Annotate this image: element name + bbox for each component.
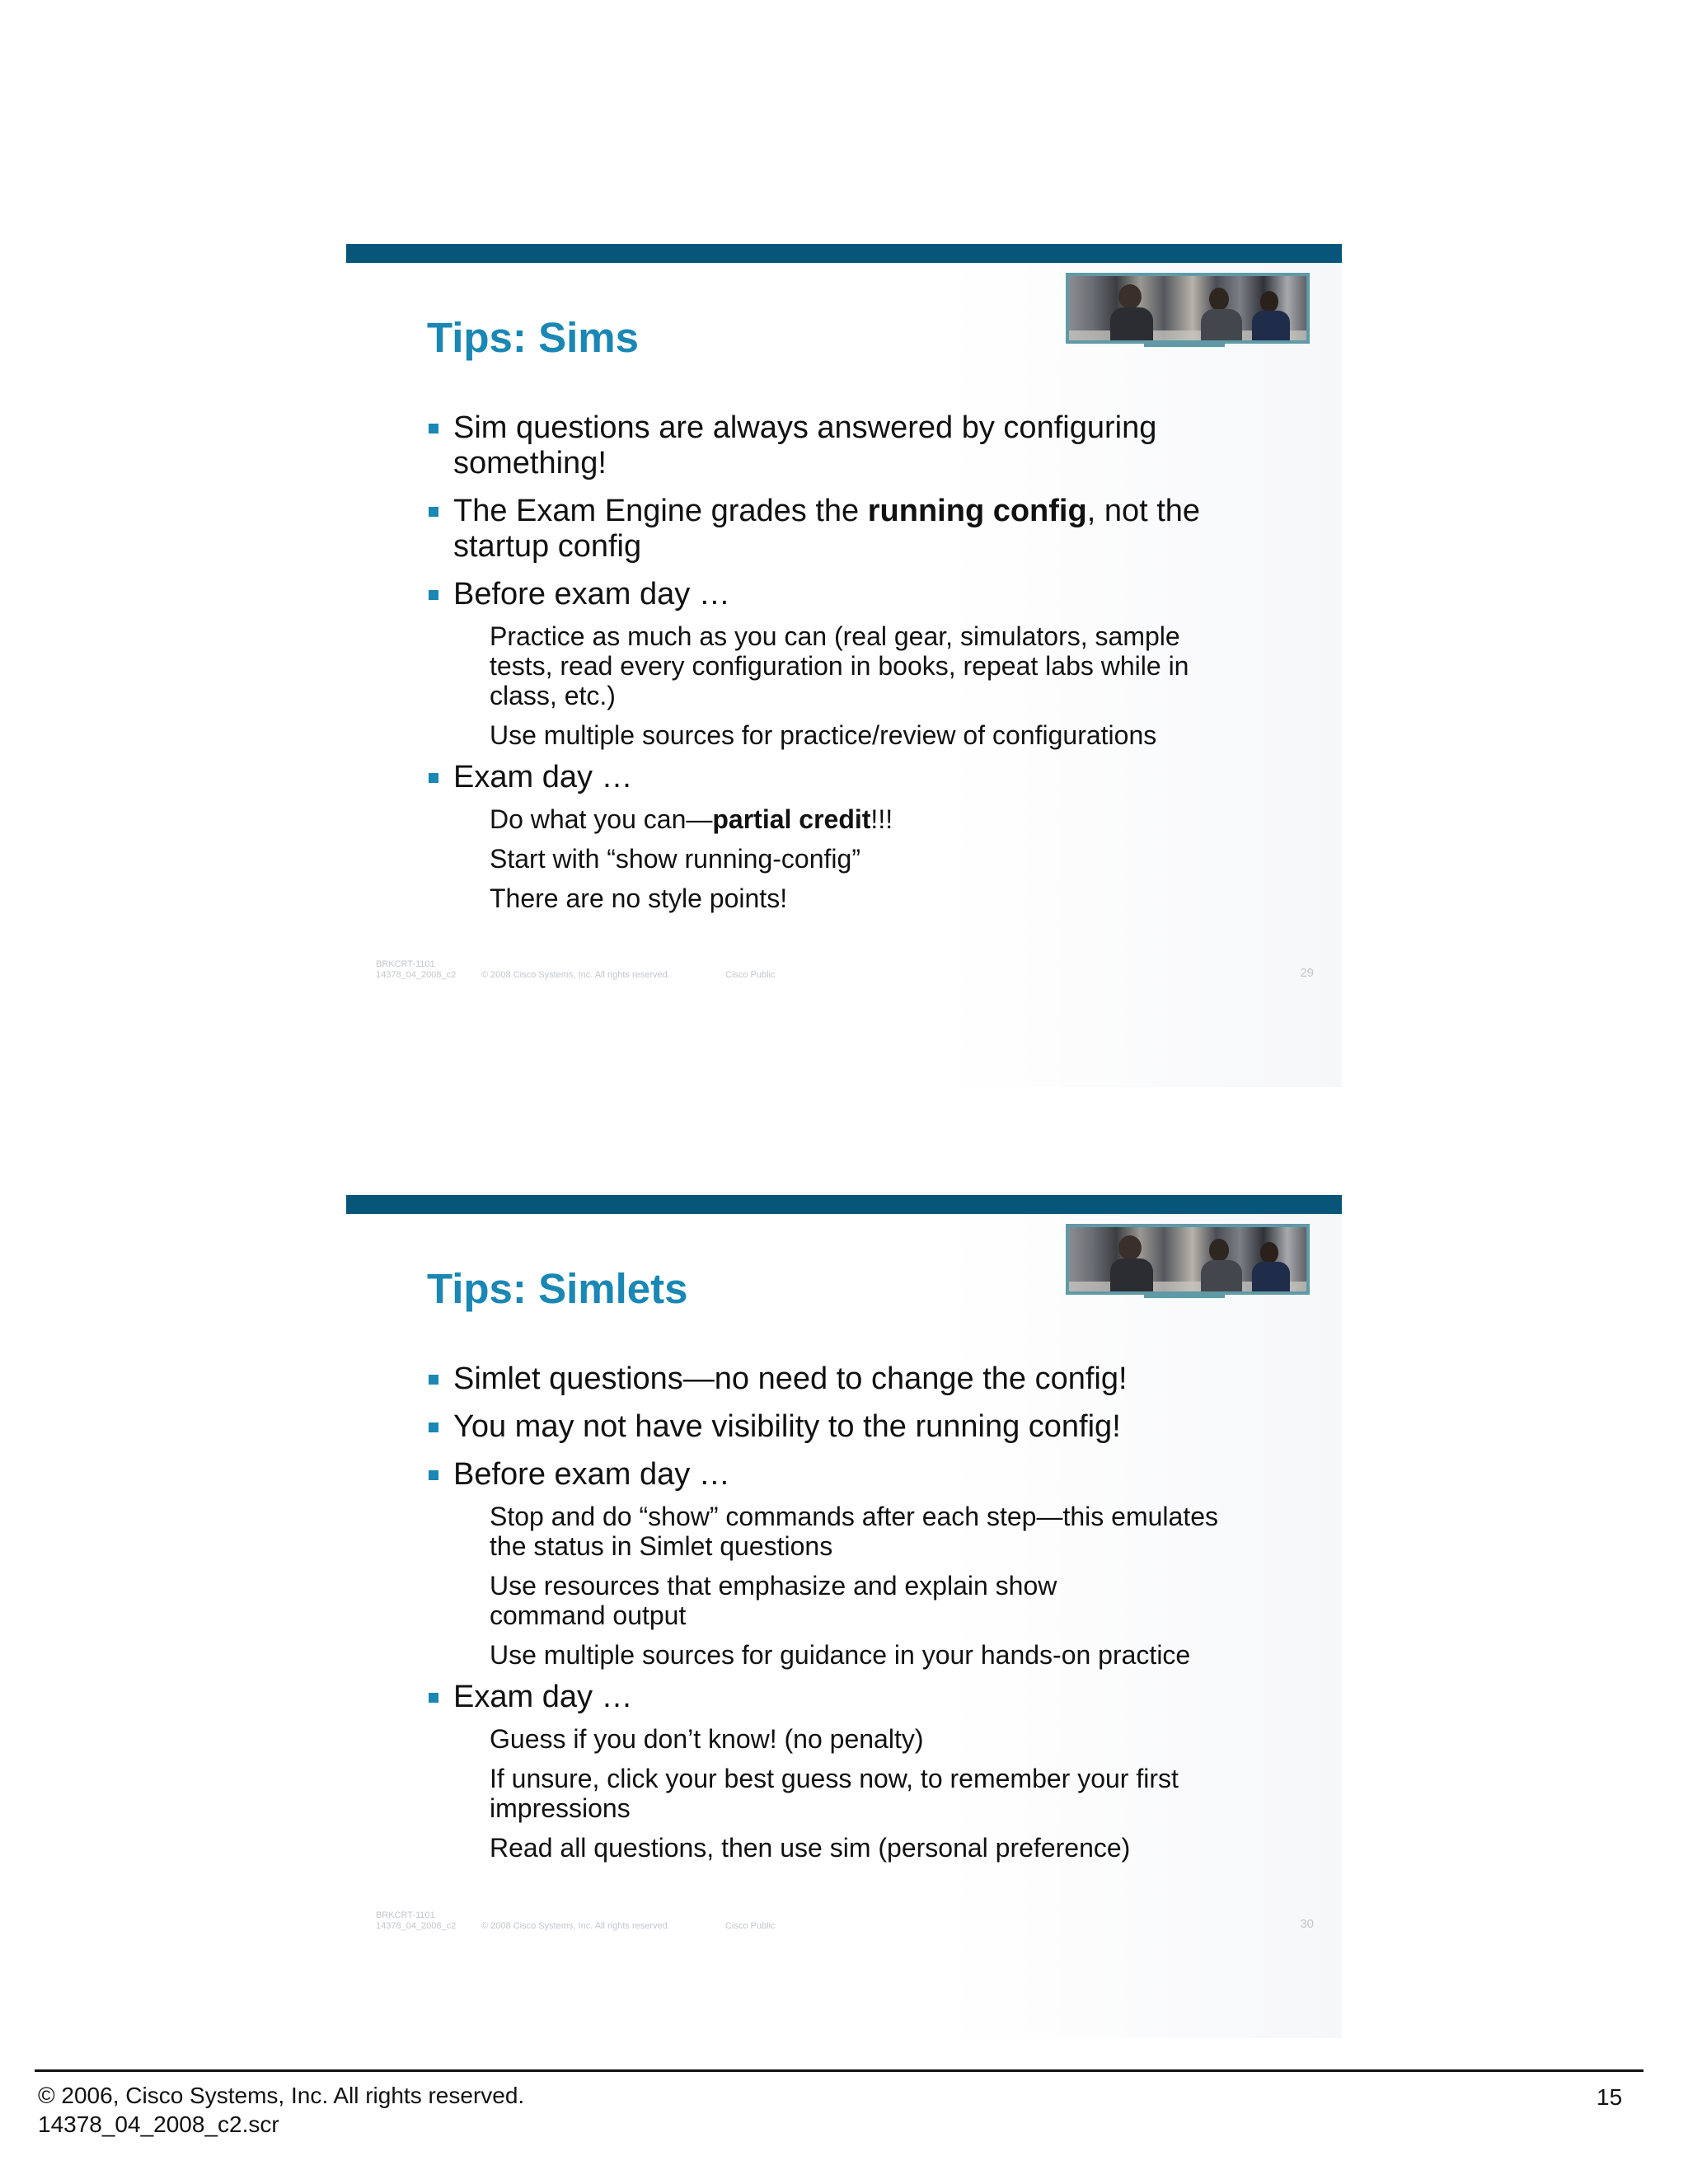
slide-footer-code: [376, 1910, 456, 1932]
slide-number: 29: [1300, 966, 1314, 980]
sub-bullet-text: impressions: [490, 1793, 631, 1823]
bullet-item: [427, 1457, 1259, 1493]
sub-bullet-text: If unsure, click your best guess now, to remember your first: [490, 1764, 1179, 1793]
sub-bullet-item: [427, 1502, 1259, 1561]
bullet-text: Exam day …: [453, 1680, 633, 1714]
sub-bullet-text: class, etc.): [490, 681, 616, 710]
sub-bullet-text: command output: [490, 1601, 687, 1630]
photo-tab: [1144, 1293, 1225, 1298]
page-number: 15: [1597, 2084, 1623, 2110]
slide-tips-simlets: [346, 1195, 1342, 2052]
slide-content: [427, 1361, 1259, 1872]
slide-header-bar: [346, 1195, 1342, 1214]
square-bullet-icon: [429, 590, 438, 600]
bullet-text: The Exam Engine grades the: [453, 494, 868, 528]
slide-number: 30: [1300, 1917, 1314, 1931]
square-bullet-icon: [429, 507, 438, 517]
sub-bullet-text: Guess if you don’t know! (no penalty): [490, 1724, 924, 1754]
slide-header-bar: [346, 244, 1342, 263]
sub-bullet-text: Use resources that emphasize and explain show: [490, 1571, 1057, 1601]
sub-bullet-item: [427, 1833, 1259, 1863]
classroom-photo: [1066, 273, 1310, 344]
sub-bullet-text: !!!: [870, 804, 893, 834]
bullet-item: [427, 760, 1259, 795]
page-doc-id: 14378_04_2008_c2.scr: [38, 2111, 279, 2137]
photo-tab: [1144, 342, 1225, 347]
sub-bullet-text: There are no style points!: [490, 883, 788, 913]
bullet-item: [427, 1680, 1259, 1715]
slide-footer-copyright: © 2008 Cisco Systems, Inc. All rights reserved.: [481, 1921, 670, 1931]
sub-bullet-text: tests, read every configuration in books, repeat labs while in: [490, 651, 1189, 681]
doc-code: 14378_04_2008_c2: [376, 1921, 457, 1931]
page-footer-rule: [35, 2069, 1643, 2072]
sub-bullet-text: Use multiple sources for practice/review of configurations: [490, 720, 1157, 750]
bullet-text: startup config: [453, 529, 642, 564]
bullet-text: Before exam day …: [453, 1457, 730, 1492]
classroom-photo: [1066, 1224, 1310, 1295]
sub-bullet-item: [427, 621, 1259, 710]
sub-bullet-text: the status in Simlet questions: [490, 1531, 833, 1561]
sub-bullet-item: [427, 1764, 1259, 1823]
sub-bullet-text: Read all questions, then use sim (personal preference): [490, 1833, 1131, 1863]
square-bullet-icon: [429, 1375, 438, 1385]
slide-footer-copyright: © 2008 Cisco Systems, Inc. All rights reserved.: [481, 970, 670, 980]
bullet-text: Simlet questions—no need to change the config!: [453, 1361, 1128, 1396]
sub-bullet-item: [427, 883, 1259, 913]
bullet-text: Sim questions are always answered by configuring: [453, 410, 1157, 445]
sub-bullet-item: [427, 844, 1259, 874]
slide-footer-classification: Cisco Public: [725, 1921, 776, 1931]
square-bullet-icon: [429, 773, 438, 783]
sub-bullet-item: [427, 1724, 1259, 1754]
sub-bullet-item: [427, 1571, 1259, 1630]
bullet-item: [427, 494, 1259, 565]
sub-bullet-text: Do what you can—: [490, 804, 713, 834]
square-bullet-icon: [429, 1422, 438, 1432]
bullet-item: [427, 1409, 1259, 1445]
session-code: BRKCRT-1101: [376, 1910, 435, 1920]
slide-tips-sims: [346, 244, 1342, 1101]
slide-footer: [376, 1910, 1314, 1935]
bullet-item: [427, 410, 1259, 481]
sub-bullet-item: [427, 804, 1259, 834]
sub-bullet-text: Start with “show running-config”: [490, 844, 860, 874]
sub-bullet-text: Practice as much as you can (real gear, simulators, sample: [490, 621, 1180, 651]
sub-bullet-emphasis: partial credit: [712, 804, 871, 834]
square-bullet-icon: [429, 424, 438, 434]
bullet-text: something!: [453, 446, 607, 480]
slide-footer-code: [376, 959, 456, 981]
sub-bullet-item: [427, 720, 1259, 750]
doc-code: 14378_04_2008_c2: [376, 970, 457, 980]
slide-title: Tips: Sims: [427, 314, 639, 361]
session-code: BRKCRT-1101: [376, 959, 435, 969]
sub-bullet-item: [427, 1640, 1259, 1670]
bullet-text: , not the: [1086, 494, 1201, 528]
sub-bullet-text: Use multiple sources for guidance in your hands-on practice: [490, 1640, 1191, 1670]
sub-bullet-text: Stop and do “show” commands after each step—this emulates: [490, 1502, 1218, 1531]
bullet-text: Before exam day …: [453, 577, 730, 612]
bullet-text: Exam day …: [453, 760, 633, 794]
page-copyright: © 2006, Cisco Systems, Inc. All rights reserved.: [38, 2083, 525, 2108]
slide-content: [427, 410, 1259, 923]
slide-footer: [376, 959, 1314, 984]
slide-footer-classification: Cisco Public: [725, 970, 776, 980]
slide-title: Tips: Simlets: [427, 1265, 688, 1312]
square-bullet-icon: [429, 1470, 438, 1480]
bullet-emphasis: running config: [867, 494, 1087, 528]
bullet-text: You may not have visibility to the running config!: [453, 1409, 1121, 1444]
bullet-item: [427, 1361, 1259, 1397]
bullet-item: [427, 577, 1259, 612]
square-bullet-icon: [429, 1693, 438, 1703]
page-footer-text: [38, 2081, 524, 2139]
